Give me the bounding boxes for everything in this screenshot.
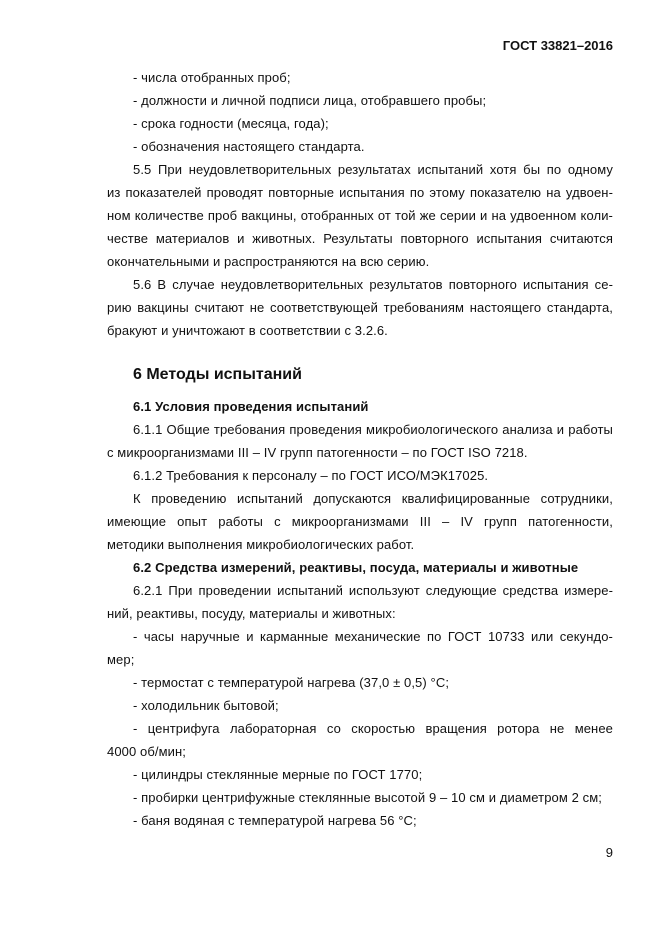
list-item: - обозначения настоящего стандарта. xyxy=(133,139,365,154)
page-number: 9 xyxy=(605,845,613,860)
paragraph-line: рию вакцины считают не соответствующей требованиям настоящего стандарта, xyxy=(107,300,613,315)
list-item: - числа отобранных проб; xyxy=(133,70,291,85)
list-item: - баня водяная с температурой нагрева 56 °С; xyxy=(133,813,417,828)
paragraph-line: имеющие опыт работы с микроорганизмами III – IV групп патогенности, xyxy=(107,514,613,529)
list-item: - часы наручные и карманные механические по ГОСТ 10733 или секундо- xyxy=(133,629,613,644)
paragraph-line: честве материалов и животных. Результаты повторного испытания считаются xyxy=(107,231,613,246)
paragraph-line: с микроорганизмами III – IV групп патогенности – по ГОСТ ISO 7218. xyxy=(107,445,528,460)
subsection-heading: 6.2 Средства измерений, реактивы, посуда, материалы и животные xyxy=(133,560,579,575)
list-item: - пробирки центрифужные стеклянные высотой 9 – 10 см и диаметром 2 см; xyxy=(133,790,602,805)
document-header-id: ГОСТ 33821–2016 xyxy=(502,38,613,53)
list-item: - центрифуга лабораторная со скоростью вращения ротора не менее xyxy=(133,721,613,736)
paragraph-line: 6.1.2 Требования к персоналу – по ГОСТ ИСО/МЭК17025. xyxy=(133,468,489,483)
list-item: - холодильник бытовой; xyxy=(133,698,279,713)
paragraph-line: бракуют и уничтожают в соответствии с 3.2.6. xyxy=(107,323,388,338)
list-item: 4000 об/мин; xyxy=(107,744,187,759)
paragraph-line: ний, реактивы, посуду, материалы и животных: xyxy=(107,606,396,621)
paragraph-line: из показателей проводят повторные испытания по этому показателю на удвоен- xyxy=(107,185,613,200)
subsection-heading: 6.1 Условия проведения испытаний xyxy=(133,399,369,414)
paragraph-line: 6.2.1 При проведении испытаний используют следующие средства измере- xyxy=(133,583,613,598)
paragraph-line: ном количестве проб вакцины, отобранных от той же серии и на удвоенном коли- xyxy=(107,208,613,223)
list-item: - срока годности (месяца, года); xyxy=(133,116,329,131)
paragraph-line: 6.1.1 Общие требования проведения микробиологического анализа и работы xyxy=(133,422,613,437)
paragraph-line: окончательными и распространяются на всю серию. xyxy=(107,254,430,269)
paragraph-line: 5.5 При неудовлетворительных результатах испытаний хотя бы по одному xyxy=(133,162,613,177)
paragraph-line: методики выполнения микробиологических работ. xyxy=(107,537,415,552)
paragraph-line: К проведению испытаний допускаются квалифицированные сотрудники, xyxy=(133,491,613,506)
list-item: - цилиндры стеклянные мерные по ГОСТ 1770; xyxy=(133,767,423,782)
section-heading: 6 Методы испытаний xyxy=(133,366,302,383)
paragraph-line: 5.6 В случае неудовлетворительных результатов повторного испытания се- xyxy=(133,277,613,292)
list-item: - термостат с температурой нагрева (37,0 ± 0,5) °С; xyxy=(133,675,450,690)
list-item: - должности и личной подписи лица, отобравшего пробы; xyxy=(133,93,487,108)
list-item: мер; xyxy=(107,652,135,667)
